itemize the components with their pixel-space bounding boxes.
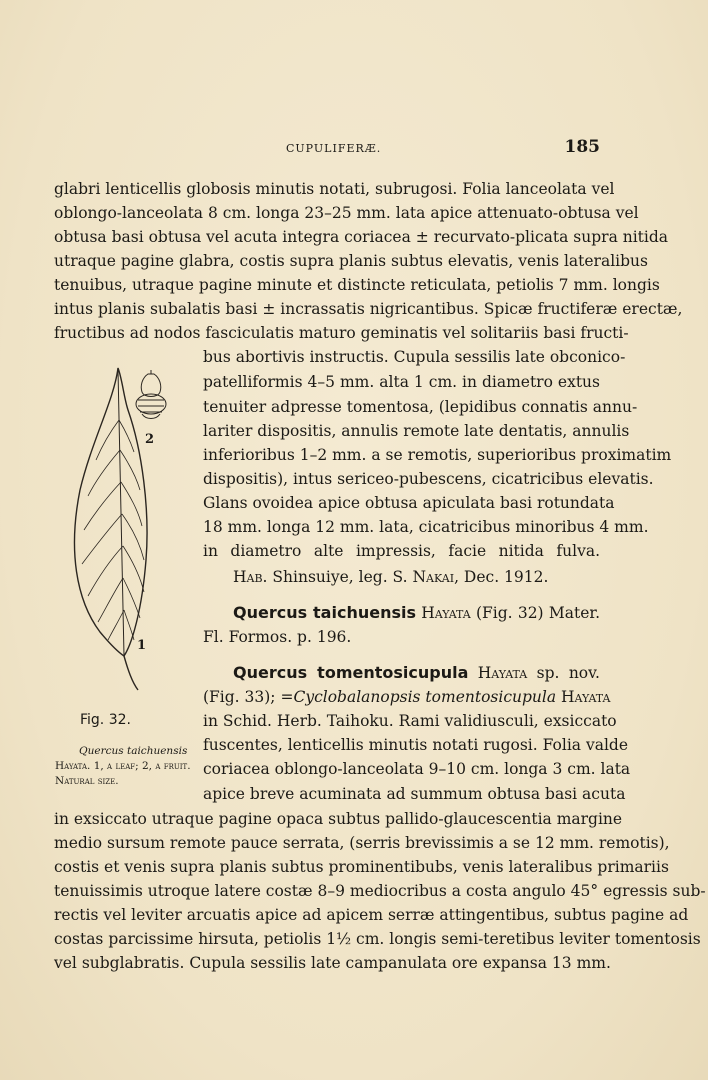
text-line: tenuiter adpresse tomentosa, (lepidibus connatis annu- [203, 398, 638, 416]
species-entry-heading [233, 602, 600, 624]
text-line: costis et venis supra planis subtus prominentibubs, venis lateralibus primariis [54, 858, 669, 876]
text-line: intus planis subalatis basi ± incrassatis nigricantibus. Spicæ fructiferæ erectæ, [54, 300, 683, 318]
caption-species: Quercus taichuensis [79, 745, 188, 757]
species-reference: (Fig. 32) Mater. [470, 604, 601, 622]
text-line: fructibus ad nodos fasciculatis maturo geminatis vel solitariis basi fructi- [54, 324, 629, 342]
figure-label: Fig. 32. [80, 712, 131, 728]
species-entry-heading [233, 662, 600, 684]
fruit-drawing [136, 370, 166, 419]
text-line: utraque pagine glabra, costis supra planis subtus elevatis, venis lateralibus [54, 252, 648, 270]
synonym-name: Cyclobalanopsis tomentosicupula [293, 688, 557, 706]
text-line: vel subglabratis. Cupula sessilis late campanulata ore expansa 13 mm. [54, 954, 611, 972]
species-name: Quercus taichuensis [233, 603, 416, 622]
hab-collector: Nakai [412, 568, 455, 586]
species-author: Hayata [421, 604, 471, 622]
text-line: costas parcissime hirsuta, petiolis 1½ cm. longis semi-teretibus leviter tomentosis [54, 930, 701, 948]
leaf-fruit-illustration [62, 360, 182, 700]
caption-text: Hayata. 1, a leaf; 2, a fruit. Natural size. [55, 760, 191, 787]
text-line: fuscentes, lenticellis minutis notati rugosi. Folia valde [203, 736, 628, 754]
species-status: sp. nov. [527, 664, 600, 682]
text-line: tenuissimis utroque latere costæ 8–9 mediocribus a costa angulo 45° egressis sub- [54, 882, 706, 900]
text-line: Glans ovoidea apice obtusa apiculata basi rotundata [203, 494, 615, 512]
text-line: glabri lenticellis globosis minutis notati, subrugosi. Folia lanceolata vel [54, 180, 615, 198]
page-header [54, 137, 600, 160]
page-number: 185 [564, 137, 600, 157]
text-line: medio sursum remote pauce serrata, (serris brevissimis a se 12 mm. remotis), [54, 834, 670, 852]
figure-caption [55, 744, 197, 789]
text-line: tenuibus, utraque pagine minute et distincte reticulata, petiolis 7 mm. longis [54, 276, 660, 294]
text-line: dispositis), intus sericeo-pubescens, cicatricibus elevatis. [203, 470, 654, 488]
species-name: Quercus tomentosicupula [233, 663, 469, 682]
text-line: inferioribus 1–2 mm. a se remotis, superioribus proximatim [203, 446, 672, 464]
leaf-outline [74, 368, 147, 656]
synonym-line [203, 686, 611, 708]
text-line: apice breve acuminata ad summum obtusa basi acuta [203, 785, 626, 803]
figure-number-2: 2 [145, 432, 155, 447]
text-line: obtusa basi obtusa vel acuta integra coriacea ± recurvato-plicata supra nitida [54, 228, 669, 246]
text-line: lariter dispositis, annulis remote late dentatis, annulis [203, 422, 630, 440]
text-line: in exsiccato utraque pagine opaca subtus pallido-glaucescentia margine [54, 810, 623, 828]
synonym-prefix: (Fig. 33); = [203, 688, 294, 706]
hab-label: Hab. [233, 568, 268, 586]
hab-date: , Dec. 1912. [454, 568, 549, 586]
hab-text: Shinsuiye, leg. S. [272, 568, 408, 586]
text-line: rectis vel leviter arcuatis apice ad apicem serræ attingentibus, subtus pagine ad [54, 906, 689, 924]
synonym-author: Hayata [561, 688, 611, 706]
text-line: bus abortivis instructis. Cupula sessilis late obconico- [203, 348, 626, 366]
text-line: oblongo-lanceolata 8 cm. longa 23–25 mm. lata apice attenuato-obtusa vel [54, 204, 639, 222]
text-line: patelliformis 4–5 mm. alta 1 cm. in diametro extus [203, 373, 600, 391]
text-line: in diametro alte impressis, facie nitida fulva. [203, 542, 600, 560]
leaf-petiole [124, 656, 138, 690]
species-author: Hayata [477, 664, 528, 682]
text-line: coriacea oblongo-lanceolata 9–10 cm. longa 3 cm. lata [203, 760, 631, 778]
species-reference-cont: Fl. Formos. p. 196. [203, 628, 352, 646]
running-head: CUPULIFERÆ. [286, 142, 382, 155]
text-line: in Schid. Herb. Taihoku. Rami validiusculi, exsiccato [203, 712, 617, 730]
habitat-line [233, 566, 548, 588]
leaf-midrib [118, 370, 124, 656]
figure-number-1: 1 [137, 638, 147, 653]
text-line: 18 mm. longa 12 mm. lata, cicatricibus minoribus 4 mm. [203, 518, 649, 536]
